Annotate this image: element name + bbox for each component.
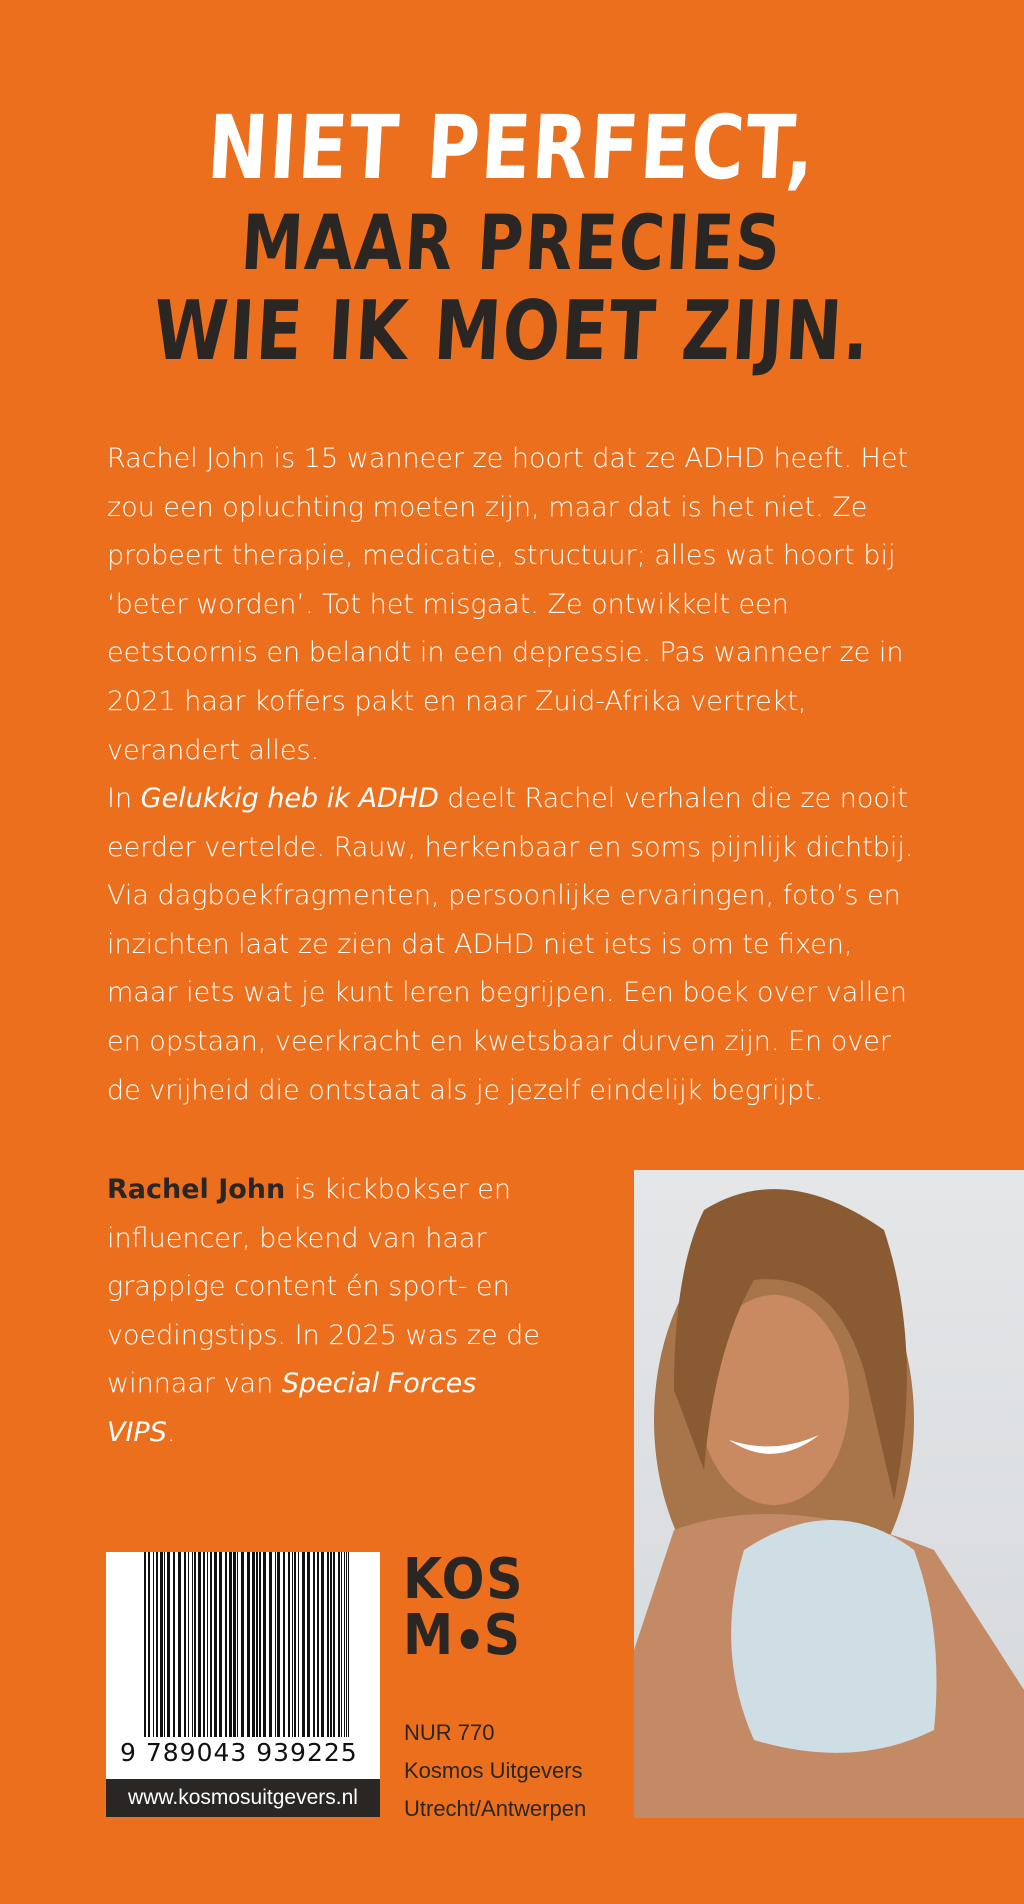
barcode-bar [344, 1552, 345, 1737]
logo-line-1: KOS [403, 1547, 525, 1612]
barcode-bar [348, 1552, 349, 1737]
barcode-bar [317, 1552, 319, 1737]
barcode-bar [156, 1552, 158, 1737]
kosmos-logo [403, 1547, 538, 1668]
barcode-bar [288, 1552, 290, 1737]
author-name: Rachel John [107, 1174, 286, 1205]
barcode-bar [225, 1552, 227, 1737]
barcode-bar [313, 1552, 315, 1737]
barcode-bar [341, 1552, 342, 1737]
barcode-bar [283, 1552, 285, 1737]
show-title: Special Forces VIPS [107, 1368, 477, 1448]
book-title: Gelukkig heb ik ADHD [140, 783, 439, 814]
publisher-city: Utrecht/Antwerpen [404, 1796, 587, 1821]
barcode-bar [184, 1552, 186, 1737]
barcode-bar [247, 1552, 250, 1737]
nur-code: NUR 770 [404, 1720, 495, 1745]
barcode-bar [167, 1552, 170, 1737]
text: In [107, 783, 141, 814]
barcode-bar [233, 1552, 236, 1737]
barcode-bar [237, 1552, 238, 1737]
barcode-bar [307, 1552, 310, 1737]
barcode-bar [192, 1552, 193, 1737]
logo-dot-icon [460, 1629, 478, 1649]
barcode-bar [164, 1552, 165, 1737]
barcode-bar [292, 1552, 293, 1737]
logo-line-2 [403, 1603, 525, 1668]
author-photo [634, 1170, 1024, 1818]
text: is kickbokser en influencer, bekend van haar grappige content én sport- en voedingstips. In 2025 was ze de winnaar van [107, 1174, 540, 1400]
headline-text: NIET PERFECT, [205, 96, 819, 199]
author-bio [107, 1166, 547, 1458]
barcode-bar [338, 1552, 340, 1737]
barcode-bar [275, 1552, 276, 1737]
barcode-bar [153, 1552, 154, 1737]
barcode-bar [198, 1552, 201, 1737]
barcode-bar [333, 1552, 335, 1737]
barcode [106, 1552, 380, 1817]
barcode-bar [219, 1552, 222, 1737]
blurb-paragraph-1: Rachel John is 15 wanneer ze hoort dat ze ADHD heeft. Het zou een opluchting moeten zijn, maar dat is het niet. Ze probeert therapie, medicatie, structuur; alles wat hoort bij ‘beter worden’. Tot het misgaat. Ze ontwikkelt een eetstoornis en belandt in een depressie. Pas wanneer ze in 2021 haar koffers pakt en naar Zuid-Afrika vertrekt, verandert alles. [107, 443, 909, 766]
barcode-bar [256, 1552, 258, 1737]
barcode-bar [214, 1552, 217, 1737]
barcode-bar [330, 1552, 332, 1737]
barcode-bar [294, 1552, 296, 1737]
barcode-bar [144, 1552, 146, 1737]
barcode-bar [263, 1552, 266, 1737]
barcode-bar [173, 1552, 175, 1737]
publisher-name: Kosmos Uitgevers [404, 1758, 583, 1783]
headline-line-3 [0, 284, 1024, 379]
barcode-bar [298, 1552, 299, 1737]
barcode-bar [252, 1552, 255, 1737]
logo-letter: S [483, 1603, 522, 1668]
barcode-bar [229, 1552, 232, 1737]
isbn-number: 9 789043 939225 [120, 1738, 358, 1767]
headline-text: MAAR PRECIES [239, 198, 785, 287]
headline-line-1 [0, 96, 1024, 199]
headline-line-2 [0, 198, 1024, 287]
barcode-bar [160, 1552, 163, 1737]
barcode-bar [207, 1552, 208, 1737]
text: deelt Rachel verhalen die ze nooit eerder vertelde. Rauw, herkenbaar en soms pijnlijk dichtbij. Via dagboekfragmenten, persoonlijke ervaringen, foto’s en inzichten laat ze zien dat ADHD niet iets is om te fixen, maar iets wat je kunt leren begrijpen. Een boek over vallen en opstaan, veerkracht en kwetsbaar durven zijn. En over de vrijheid die ontstaat als je jezelf eindelijk begrijpt. [107, 783, 914, 1106]
barcode-bar [148, 1552, 150, 1737]
barcode-bar [277, 1552, 280, 1737]
barcode-bar [178, 1552, 181, 1737]
publisher-url[interactable]: www.kosmosuitgevers.nl [106, 1779, 380, 1817]
barcode-bar [241, 1552, 244, 1737]
barcode-bar [210, 1552, 212, 1737]
barcode-bar [321, 1552, 324, 1737]
blurb-paragraph-2 [107, 775, 927, 1115]
barcode-bar [194, 1552, 196, 1737]
barcode-bar [346, 1552, 347, 1737]
headline-text: WIE IK MOET ZIJN. [150, 284, 874, 379]
text: . [166, 1416, 176, 1448]
barcode-bar [203, 1552, 205, 1737]
barcode-bar [188, 1552, 189, 1737]
barcode-bar [302, 1552, 305, 1737]
barcode-bar [269, 1552, 272, 1737]
barcode-bar [327, 1552, 329, 1737]
logo-letter: M [403, 1603, 455, 1668]
barcode-bar [259, 1552, 261, 1737]
barcode-bars [144, 1552, 352, 1737]
